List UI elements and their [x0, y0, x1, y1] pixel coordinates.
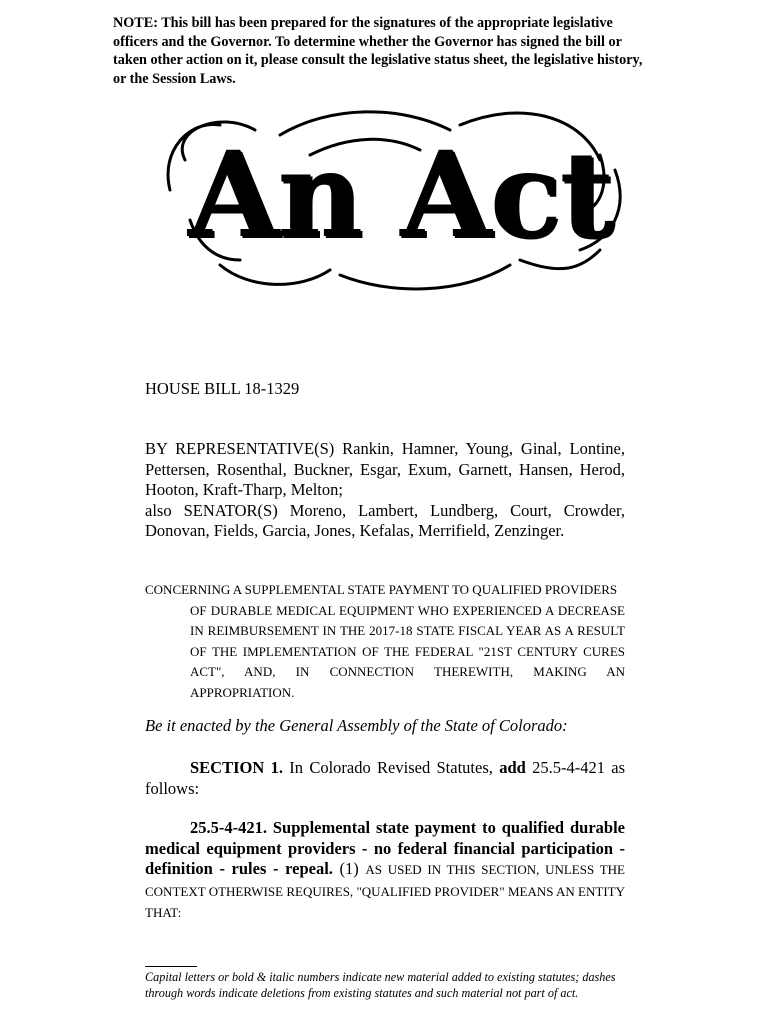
section-1: [145, 758, 625, 799]
status-note: NOTE: This bill has been prepared for the signatures of the appropriate legislative officers and the Governor. To determine whether the Governor has signed the bill or taken other action on it, please consult the legislative status sheet, the legislative history, or the Session Laws.: [113, 15, 643, 87]
bill-number: HOUSE BILL 18-1329: [145, 379, 300, 398]
statute-heading: 25.5-4-421. Supplemental state payment to qualified durable medical equipment providers - no federal financial participation - definition - rules - repeal.: [145, 818, 625, 878]
section-1-heading: SECTION 1.: [190, 758, 283, 777]
an-act-title: An Act: [187, 125, 613, 264]
section-1-rest: 25.5-4-421 as follows:: [145, 758, 626, 798]
sponsors: [145, 439, 625, 542]
statute-25-5-4-421: [145, 818, 625, 924]
statute-text: AS USED IN THIS SECTION, UNLESS THE CONTEXT OTHERWISE REQUIRES, "QUALIFIED PROVIDER" MEANS AN ENTITY THAT:: [145, 862, 625, 920]
statute-subsection: (1): [332, 859, 366, 878]
section-1-intro: In Colorado Revised Statutes,: [282, 758, 500, 777]
footnote-rule: [145, 966, 197, 967]
concerning-rest: OF DURABLE MEDICAL EQUIPMENT WHO EXPERIENCED A DECREASE IN REIMBURSEMENT IN THE 2017-18 STATE FISCAL YEAR AS A RESULT OF THE IMPLEMENTATION OF THE FEDERAL "21ST CENTURY CURES ACT", AND, IN CONNECTION THEREWITH, MAKING AN APPROPRIATION.: [190, 602, 625, 700]
footnote: Capital letters or bold & italic numbers indicate new material added to existing statutes; dashes through words indicate deletions from existing statutes and such material not part of act.: [145, 970, 616, 1000]
senators-list: also SENATOR(S) Moreno, Lambert, Lundberg, Court, Crowder, Donovan, Fields, Garcia, Jones, Kefalas, Merrifield, Zenzinger.: [145, 500, 625, 540]
representatives-list: BY REPRESENTATIVE(S) Rankin, Hamner, Young, Ginal, Lontine, Pettersen, Rosenthal, Buckner, Esgar, Exum, Garnett, Hansen, Herod, Hooton, Kraft-Tharp, Melton;: [145, 439, 625, 499]
an-act-seal: [160, 100, 640, 300]
section-1-verb: add: [499, 758, 526, 777]
enacting-clause: Be it enacted by the General Assembly of the State of Colorado:: [145, 716, 568, 735]
concerning-clause: [145, 580, 625, 703]
concerning-first-line: CONCERNING A SUPPLEMENTAL STATE PAYMENT TO QUALIFIED PROVIDERS: [145, 582, 618, 597]
